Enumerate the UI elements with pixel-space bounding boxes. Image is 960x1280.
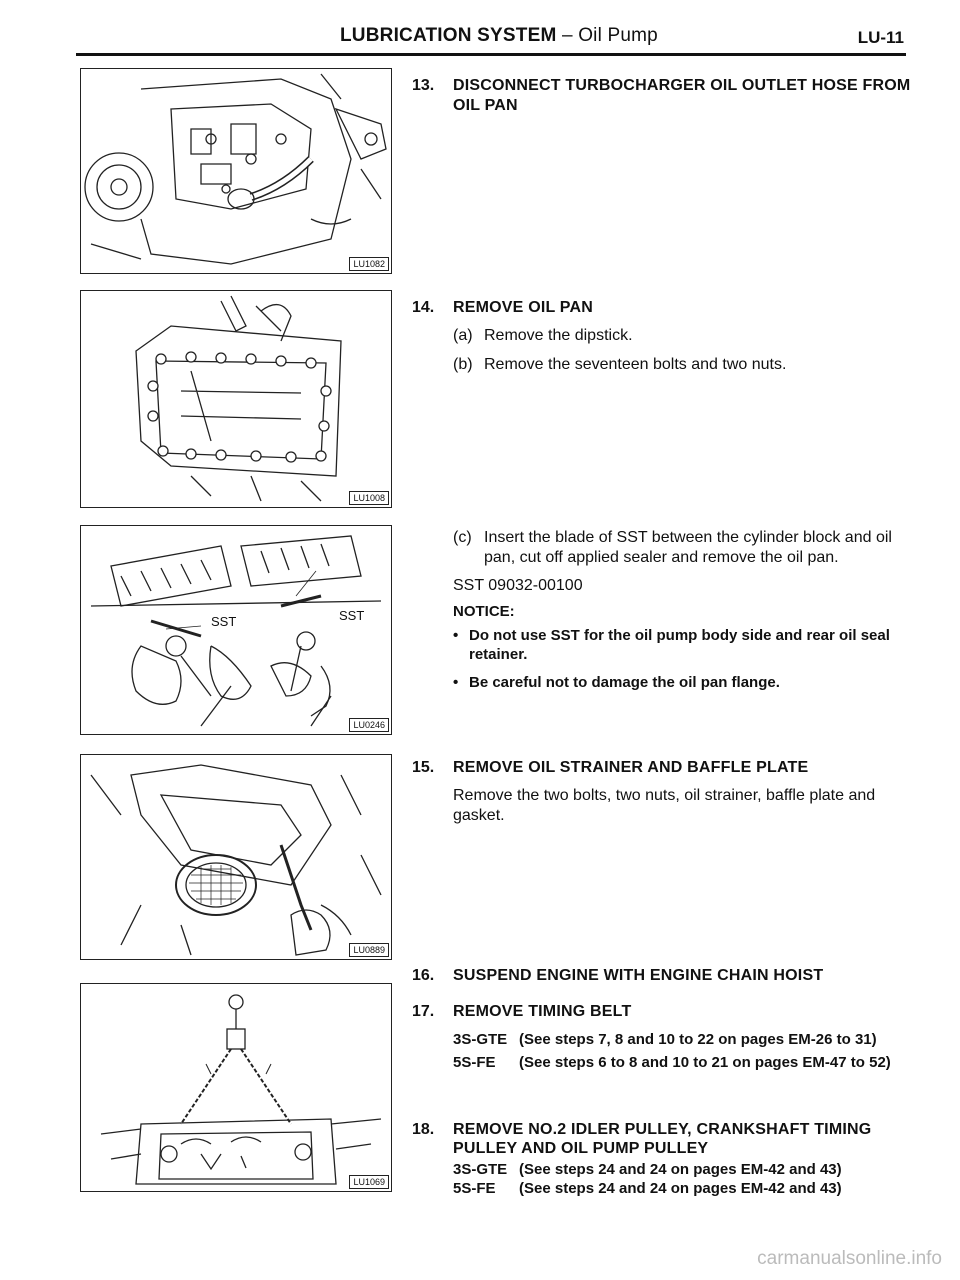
watermark: carmanualsonline.info — [757, 1248, 942, 1269]
step-18 — [412, 1120, 912, 1198]
step-number: 16. — [412, 967, 435, 984]
figure-code: LU1008 — [349, 491, 389, 505]
engine-ref-text: (See steps 24 and 24 on pages EM-42 and 43) — [519, 1180, 842, 1197]
figure-sst-cut-sealer — [80, 525, 392, 735]
engine-model: 3S-GTE — [453, 1031, 508, 1048]
substep-label: (b) — [453, 356, 473, 373]
substep-a — [453, 326, 912, 346]
engine-illustration-3 — [81, 526, 391, 734]
substep-label: (c) — [453, 529, 472, 546]
bullet-text: Do not use SST for the oil pump body side and rear oil seal retainer. — [469, 627, 890, 663]
figure-code: LU0889 — [349, 943, 389, 957]
figure-chain-hoist — [80, 983, 392, 1192]
bullet-text: Be careful not to damage the oil pan flange. — [469, 674, 780, 691]
step-14-continued — [412, 528, 912, 692]
sst-number: SST 09032-00100 — [453, 577, 583, 594]
substep-text: Insert the blade of SST between the cylinder block and oil pan, cut off applied sealer and remove the oil pan. — [484, 529, 892, 566]
step-heading: REMOVE OIL STRAINER AND BAFFLE PLATE — [453, 759, 809, 776]
step-heading: DISCONNECT TURBOCHARGER OIL OUTLET HOSE FROM OIL PAN — [453, 77, 911, 114]
section-title: LUBRICATION SYSTEM — [340, 25, 557, 46]
page-header — [76, 22, 906, 56]
step-heading: REMOVE OIL PAN — [453, 299, 594, 316]
engine-illustration-5 — [81, 984, 391, 1191]
figure-code: LU0246 — [349, 718, 389, 732]
engine-model: 5S-FE — [453, 1054, 496, 1071]
step-number: 15. — [412, 759, 435, 776]
notice-bullet-2 — [453, 673, 912, 692]
notice-bullet-1 — [453, 626, 912, 664]
sst-callout-left: SST — [211, 614, 237, 629]
engine-illustration-4 — [81, 755, 391, 959]
figure-oil-strainer — [80, 754, 392, 960]
step-number: 13. — [412, 77, 435, 94]
engine-model: 5S-FE — [453, 1180, 496, 1197]
engine-illustration-2 — [81, 291, 391, 507]
engine-3sgte-ref — [453, 1160, 912, 1179]
step-number: 17. — [412, 1003, 435, 1020]
step-16 — [412, 966, 912, 986]
bullet-icon: • — [453, 674, 459, 691]
substep-b — [453, 355, 912, 375]
bullet-icon: • — [453, 627, 459, 644]
step-17 — [412, 1002, 912, 1072]
engine-illustration-1 — [81, 69, 391, 273]
step-text: Remove the two bolts, two nuts, oil strainer, baffle plate and gasket. — [453, 787, 876, 824]
step-heading: REMOVE TIMING BELT — [453, 1003, 632, 1020]
engine-model: 3S-GTE — [453, 1161, 508, 1178]
figure-turbo-hose — [80, 68, 392, 274]
step-number: 18. — [412, 1121, 435, 1138]
engine-ref-text: (See steps 6 to 8 and 10 to 21 on pages EM-47 to 52) — [519, 1054, 891, 1071]
subsection-title: – Oil Pump — [556, 25, 658, 46]
step-heading: SUSPEND ENGINE WITH ENGINE CHAIN HOIST — [453, 967, 824, 984]
figure-code: LU1069 — [349, 1175, 389, 1189]
substep-c — [453, 528, 912, 568]
step-number: 14. — [412, 299, 435, 316]
figure-code: LU1082 — [349, 257, 389, 271]
engine-5sfe-ref — [453, 1179, 912, 1198]
substep-text: Remove the seventeen bolts and two nuts. — [484, 356, 787, 373]
figure-oil-pan-bolts — [80, 290, 392, 508]
substep-text: Remove the dipstick. — [484, 327, 633, 344]
engine-3sgte-ref — [453, 1030, 912, 1049]
header-rule — [76, 53, 906, 56]
engine-ref-text: (See steps 7, 8 and 10 to 22 on pages EM-26 to 31) — [519, 1031, 877, 1048]
step-14 — [412, 298, 912, 375]
page-number: LU-11 — [857, 28, 904, 47]
step-13 — [412, 76, 912, 116]
engine-ref-text: (See steps 24 and 24 on pages EM-42 and 43) — [519, 1161, 842, 1178]
substep-label: (a) — [453, 327, 473, 344]
step-15 — [412, 758, 912, 826]
sst-callout-right: SST — [339, 608, 365, 623]
page-title — [340, 25, 658, 47]
notice-label: NOTICE: — [453, 603, 515, 620]
engine-5sfe-ref — [453, 1053, 912, 1072]
step-heading: REMOVE NO.2 IDLER PULLEY, CRANKSHAFT TIMING PULLEY AND OIL PUMP PULLEY — [453, 1121, 872, 1157]
